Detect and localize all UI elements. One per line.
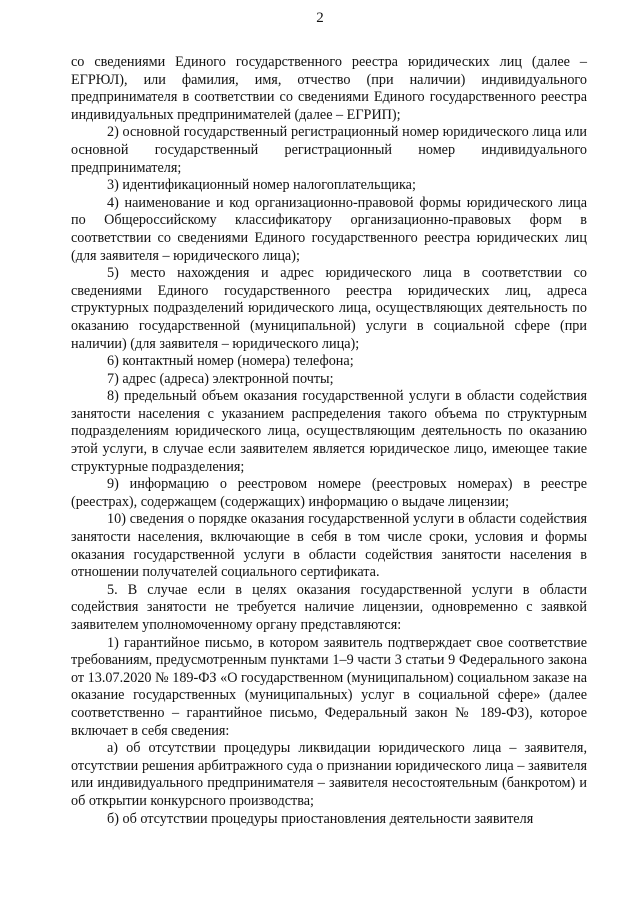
paragraph-guarantee-letter: 1) гарантийное письмо, в котором заявитель подтверждает свое соответствие требованиям, предусмотренным пунктами 1–9 части 3 статьи 9 Федерального закона от 13.07.2020 № 189-ФЗ «О государственном (муниципальном) социальном заказе на оказание государственных (муниципальных) услуг в социальной сфере» (далее соответственно – гарантийное письмо, Федеральный закон № 189-ФЗ), которое включает в себя сведения: (71, 634, 587, 739)
paragraph-item-5: 5) место нахождения и адрес юридического лица в соответствии со сведениями Единого государственного реестра юридических лиц, адреса структурных подразделений юридического лица, осуществляющих деятельность по оказанию государственной (муниципальной) услуги в социальной сфере (при наличии) (для заявителя – юридического лица); (71, 265, 587, 352)
paragraph-subitem-b: б) об отсутствии процедуры приостановления деятельности заявителя (107, 810, 534, 827)
paragraph-item-6: 6) контактный номер (номера) телефона; (107, 353, 354, 370)
paragraph-item-8: 8) предельный объем оказания государственной услуги в области содействия занятости населения с указанием распределения такого объема по структурным подразделениям юридического лица, осуществляющим деятельность по оказанию этой услуги, в случае если заявителем является юридическое лицо, имеющее такие структурные подразделения; (71, 388, 587, 475)
paragraph-item-7: 7) адрес (адреса) электронной почты; (107, 370, 334, 387)
page-number: 2 (316, 10, 324, 26)
paragraph-subitem-a: а) об отсутствии процедуры ликвидации юридического лица – заявителя, отсутствии решения арбитражного суда о признании юридического лица – заявителя или индивидуального предпринимателя – заявителя несостоятельным (банкротом) и об открытии конкурсного производства; (71, 740, 587, 809)
paragraph-continuation: со сведениями Единого государственного реестра юридических лиц (далее – ЕГРЮЛ), или фамилия, имя, отчество (при наличии) индивидуального предпринимателя в соответствии со сведениями Единого государственного реестра индивидуальных предпринимателей (далее – ЕГРИП); (71, 54, 587, 123)
paragraph-item-10: 10) сведения о порядке оказания государственной услуги в области содействия занятости населения, включающие в себя в том числе сроки, условия и формы оказания государственной услуги в области содействия занятости населения в отношении получателей социального сертификата. (71, 511, 587, 581)
paragraph-section-5: 5. В случае если в целях оказания государственной услуги в области содействия занятости не требуется наличие лицензии, одновременно с заявкой заявителем уполномоченному органу представляются: (71, 581, 587, 633)
document-body (71, 54, 587, 828)
paragraph-item-3: 3) идентификационный номер налогоплательщика; (107, 177, 416, 194)
paragraph-item-2: 2) основной государственный регистрационный номер юридического лица или основной государственный регистрационный номер индивидуального предпринимателя; (71, 124, 587, 176)
paragraph-item-9: 9) информацию о реестровом номере (реестровых номерах) в реестре (реестрах), содержащем (содержащих) информацию о выдаче лицензии; (71, 476, 587, 510)
paragraph-item-4: 4) наименование и код организационно-правовой формы юридического лица по Общероссийскому классификатору организационно-правовых форм в соответствии со сведениями Единого государственного реестра юридических лиц (для заявителя – юридического лица); (71, 194, 587, 264)
